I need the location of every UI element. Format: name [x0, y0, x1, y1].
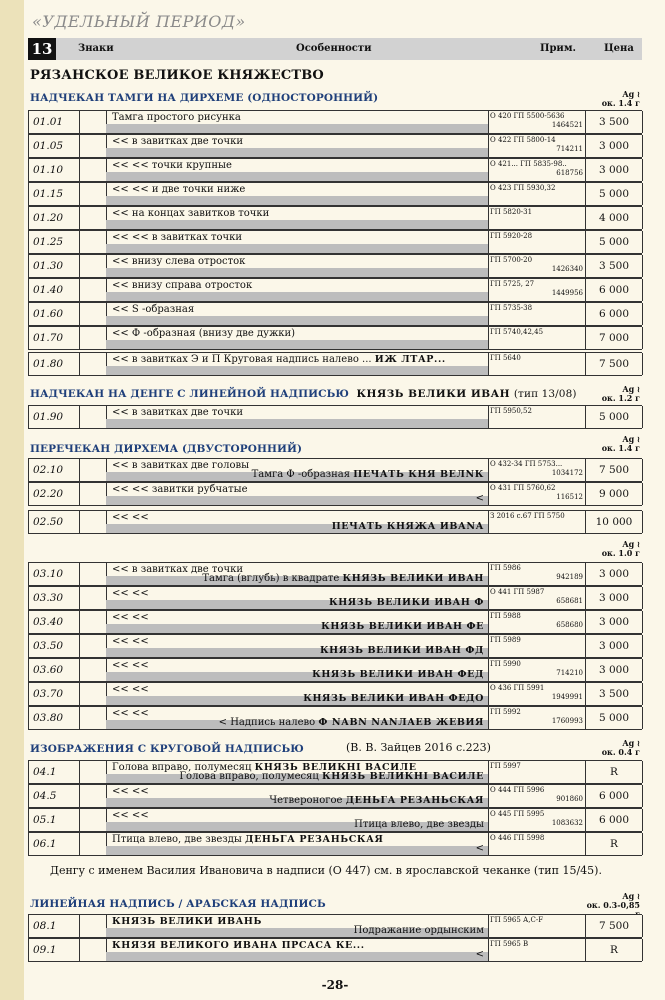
- table-row: [28, 682, 642, 706]
- coin-code: 01.05: [28, 135, 80, 157]
- price: 4 000: [586, 207, 643, 229]
- coin-code: 01.15: [28, 183, 80, 205]
- section-title: НАДЧЕКАН ТАМГИ НА ДИРХЕМЕ (ОДНОСТОРОННИЙ): [30, 92, 379, 104]
- coin-code: 04.1: [28, 761, 80, 783]
- coin-image-cell: [80, 111, 107, 133]
- catalog-reference: ГП 5990 714210: [488, 659, 586, 681]
- running-head: «УДЕЛЬНЫЙ ПЕРИОД»: [32, 12, 246, 31]
- price: R: [586, 761, 643, 783]
- price: 5 000: [586, 406, 643, 428]
- table-row: [28, 914, 642, 938]
- catalog-reference: О 421... ГП 5835-98.. 618756: [488, 159, 586, 181]
- table-row: [28, 158, 642, 182]
- coin-description: << << в завитках точки: [106, 231, 489, 253]
- coin-code: 01.40: [28, 279, 80, 301]
- coin-code: 03.80: [28, 707, 80, 729]
- table-row: [28, 302, 642, 326]
- catalog-reference: О 444 ГП 5996 901860: [488, 785, 586, 807]
- price: 7 000: [586, 327, 643, 349]
- catalog-reference: ГП 5820-31: [488, 207, 586, 229]
- catalog-reference: ГП 5965 А,С-F: [488, 915, 586, 937]
- coin-code: 01.60: [28, 303, 80, 325]
- coin-image-cell: [80, 563, 107, 585]
- price: 7 500: [586, 353, 643, 375]
- section-title: НАДЧЕКАН НА ДЕНГЕ С ЛИНЕЙНОЙ НАДПИСЬЮ КНЯЗЬ ВЕЛИКИ ИВАН (тип 13/08): [30, 388, 577, 400]
- price: 10 000: [586, 511, 643, 533]
- coin-description: << внизу справа отросток: [106, 279, 489, 301]
- table-row: [28, 134, 642, 158]
- silver-weight: Ag ≀ ок. 1.2 г: [601, 384, 640, 403]
- table-row: [28, 482, 642, 506]
- coin-description: << в завитках две точки: [106, 135, 489, 157]
- coin-description: Голова вправо, полумесяц КНЯЗЬ ВЕЛИКНІ ВАСИЛЕ Голова вправо, полумесяц КНЯЗЬ ВЕЛИКНІ ВАСИЛЕ: [106, 761, 489, 783]
- silver-weight: Ag ≀ ок. 1.0 г: [601, 539, 640, 558]
- price: 3 500: [586, 683, 643, 705]
- price: 3 000: [586, 563, 643, 585]
- coin-description: << в завитках две точки Тамга (вглубь) в квадрате КНЯЗЬ ВЕЛИКИ ИВАН: [106, 563, 489, 585]
- price: 3 500: [586, 111, 643, 133]
- catalog-reference: О 432-34 ГП 5753... 1034172: [488, 459, 586, 481]
- coin-image-cell: [80, 303, 107, 325]
- coin-code: 01.20: [28, 207, 80, 229]
- coin-description: << на концах завитков точки: [106, 207, 489, 229]
- coin-code: 03.30: [28, 587, 80, 609]
- catalog-reference: ГП 5740,42,45: [488, 327, 586, 349]
- price: 5 000: [586, 707, 643, 729]
- silver-weight: Ag ≀ ок. 1.4 г: [601, 434, 640, 453]
- price: 6 000: [586, 809, 643, 831]
- catalog-reference: ГП 5986 942189: [488, 563, 586, 585]
- table-row: [28, 182, 642, 206]
- catalog-reference: ГП 5992 1760993: [488, 707, 586, 729]
- coin-image-cell: [80, 785, 107, 807]
- catalog-reference: О 423 ГП 5930,32: [488, 183, 586, 205]
- catalog-reference: ГП 5950,52: [488, 406, 586, 428]
- table-row: [28, 206, 642, 230]
- coin-description: << << КНЯЗЬ ВЕЛИКИ ИВАН ФД: [106, 635, 489, 657]
- coin-code: 01.30: [28, 255, 80, 277]
- chapter-number: 13: [28, 38, 56, 60]
- coin-code: 03.70: [28, 683, 80, 705]
- section-title: ЛИНЕЙНАЯ НАДПИСЬ / АРАБСКАЯ НАДПИСЬ: [30, 898, 326, 910]
- coin-image-cell: [80, 255, 107, 277]
- coin-image-cell: [80, 833, 107, 855]
- coin-description: << внизу слева отросток: [106, 255, 489, 277]
- price: 3 000: [586, 135, 643, 157]
- coin-description: << << Четвероногое ДЕНЬГА РЕЗАНЬСКАЯ: [106, 785, 489, 807]
- table-row: [28, 230, 642, 254]
- table-row: [28, 634, 642, 658]
- col-signs: Знаки: [78, 43, 114, 54]
- catalog-reference: ГП 5725, 27 1449956: [488, 279, 586, 301]
- section-source-note: (В. В. Зайцев 2016 с.223): [346, 741, 491, 754]
- coin-code: 02.20: [28, 483, 80, 505]
- page-number: -28-: [321, 978, 349, 992]
- price: 6 000: [586, 279, 643, 301]
- coin-code: 01.25: [28, 231, 80, 253]
- coin-image-cell: [80, 635, 107, 657]
- coin-code: 01.80: [28, 353, 80, 375]
- coin-description: << << и две точки ниже: [106, 183, 489, 205]
- catalog-reference: О 422 ГП 5800-14 714211: [488, 135, 586, 157]
- price: R: [586, 833, 643, 855]
- coin-image-cell: [80, 231, 107, 253]
- coin-image-cell: [80, 459, 107, 481]
- coin-image-cell: [80, 611, 107, 633]
- table-row: [28, 254, 642, 278]
- coin-code: 03.10: [28, 563, 80, 585]
- table-row: [28, 278, 642, 302]
- table-row: [28, 784, 642, 808]
- catalog-reference: О 446 ГП 5998: [488, 833, 586, 855]
- coin-image-cell: [80, 511, 107, 533]
- coin-image-cell: [80, 915, 107, 937]
- col-price: Цена: [604, 43, 634, 54]
- coin-code: 09.1: [28, 939, 80, 961]
- price: 7 500: [586, 915, 643, 937]
- table-row: [28, 832, 642, 856]
- coin-description: << << ПЕЧАТЬ КНЯЖА ИВАNА: [106, 511, 489, 533]
- coin-description: << << КНЯЗЬ ВЕЛИКИ ИВАН Ф: [106, 587, 489, 609]
- coin-description: << << КНЯЗЬ ВЕЛИКИ ИВАН ФЕД: [106, 659, 489, 681]
- table-row: [28, 510, 642, 534]
- coin-image-cell: [80, 707, 107, 729]
- coin-image-cell: [80, 353, 107, 375]
- table-row: [28, 458, 642, 482]
- coin-code: 02.50: [28, 511, 80, 533]
- catalog-reference: ГП 5989: [488, 635, 586, 657]
- table-row: [28, 610, 642, 634]
- price: R: [586, 939, 643, 961]
- price: 3 000: [586, 587, 643, 609]
- coin-code: 01.01: [28, 111, 80, 133]
- price: 6 000: [586, 303, 643, 325]
- col-note: Прим.: [540, 43, 577, 54]
- catalog-reference: О 431 ГП 5760,62 116512: [488, 483, 586, 505]
- coin-code: 04.5: [28, 785, 80, 807]
- table-row: [28, 586, 642, 610]
- coin-image-cell: [80, 327, 107, 349]
- coin-code: 03.60: [28, 659, 80, 681]
- coin-image-cell: [80, 683, 107, 705]
- table-header-bar: [28, 38, 642, 60]
- silver-weight: Ag ≀ ок. 1.4 г: [601, 89, 640, 108]
- coin-description: КНЯЗЯ ВЕЛИКОГО ИВАНА ПРСАСА КЕ... <: [106, 939, 489, 961]
- catalog-reference: ГП 5997: [488, 761, 586, 783]
- catalog-reference: ГП 5640: [488, 353, 586, 375]
- section-title: ПЕРЕЧЕКАН ДИРХЕМА (ДВУСТОРОННИЙ): [30, 443, 303, 455]
- coin-code: 08.1: [28, 915, 80, 937]
- table-row: [28, 658, 642, 682]
- coin-code: 01.10: [28, 159, 80, 181]
- silver-weight: Ag ≀ ок. 0.3-0,85: [586, 891, 640, 910]
- coin-image-cell: [80, 159, 107, 181]
- coin-description: Птица влево, две звезды ДЕНЬГА РЕЗАНЬСКАЯ <: [106, 833, 489, 855]
- coin-description: << << завитки рубчатые <: [106, 483, 489, 505]
- coin-code: 01.70: [28, 327, 80, 349]
- coin-code: 02.10: [28, 459, 80, 481]
- col-features: Особенности: [296, 43, 372, 54]
- coin-image-cell: [80, 183, 107, 205]
- table-row: [28, 326, 642, 350]
- section-title: ИЗОБРАЖЕНИЯ С КРУГОВОЙ НАДПИСЬЮ: [30, 743, 304, 755]
- coin-image-cell: [80, 809, 107, 831]
- page-margin-strip: [0, 0, 24, 1000]
- catalog-reference: ГП 5920-28: [488, 231, 586, 253]
- coin-code: 01.90: [28, 406, 80, 428]
- catalog-reference: ГП 5988 658680: [488, 611, 586, 633]
- price: 3 500: [586, 255, 643, 277]
- coin-image-cell: [80, 406, 107, 428]
- coin-image-cell: [80, 279, 107, 301]
- coin-description: << << точки крупные: [106, 159, 489, 181]
- price: 7 500: [586, 459, 643, 481]
- silver-weight: Ag ≀ ок. 0.4 г: [601, 738, 640, 757]
- coin-description: << << < Надпись налево Ф NАВN NАNЛАЕВ ЖЕВИЯ: [106, 707, 489, 729]
- table-row: [28, 808, 642, 832]
- table-row: [28, 562, 642, 586]
- price: 6 000: [586, 785, 643, 807]
- coin-image-cell: [80, 135, 107, 157]
- footnote-paragraph: Денгу с именем Василия Ивановича в надписи (О 447) см. в ярославской чеканке (тип 15/45).: [50, 864, 602, 877]
- price: 5 000: [586, 183, 643, 205]
- price: 3 000: [586, 611, 643, 633]
- coin-code: 06.1: [28, 833, 80, 855]
- coin-image-cell: [80, 483, 107, 505]
- coin-code: 03.40: [28, 611, 80, 633]
- price: 9 000: [586, 483, 643, 505]
- coin-description: << в завитках две головы Тамга Ф -образная ПЕЧАТЬ КНЯ ВЕЛNК: [106, 459, 489, 481]
- price: 3 000: [586, 159, 643, 181]
- price: 3 000: [586, 659, 643, 681]
- coin-image-cell: [80, 659, 107, 681]
- catalog-reference: ГП 5965 В: [488, 939, 586, 961]
- coin-description: Тамга простого рисунка: [106, 111, 489, 133]
- coin-description: << << КНЯЗЬ ВЕЛИКИ ИВАН ФЕ: [106, 611, 489, 633]
- coin-code: 05.1: [28, 809, 80, 831]
- coin-description: КНЯЗЬ ВЕЛИКИ ИВАНЬ Подражание ордынским: [106, 915, 489, 937]
- principality-title: РЯЗАНСКОЕ ВЕЛИКОЕ КНЯЖЕСТВО: [30, 68, 324, 83]
- coin-description: << в завитках две точки: [106, 406, 489, 428]
- catalog-reference: О 436 ГП 5991 1949991: [488, 683, 586, 705]
- price: 3 000: [586, 635, 643, 657]
- table-row: [28, 760, 642, 784]
- catalog-reference: О 445 ГП 5995 1083632: [488, 809, 586, 831]
- table-row: [28, 938, 642, 962]
- coin-code: 03.50: [28, 635, 80, 657]
- catalog-reference: ГП 5735-38: [488, 303, 586, 325]
- table-row: [28, 110, 642, 134]
- coin-description: << S -образная: [106, 303, 489, 325]
- coin-description: << << КНЯЗЬ ВЕЛИКИ ИВАН ФЕДО: [106, 683, 489, 705]
- catalog-reference: ГП 5700-20 1426340: [488, 255, 586, 277]
- table-row: [28, 405, 642, 429]
- catalog-reference: О 420 ГП 5500-5636 1464521: [488, 111, 586, 133]
- coin-image-cell: [80, 207, 107, 229]
- coin-description: << << Птица влево, две звезды: [106, 809, 489, 831]
- coin-image-cell: [80, 587, 107, 609]
- coin-image-cell: [80, 761, 107, 783]
- catalog-reference: З 2016 с.67 ГП 5750: [488, 511, 586, 533]
- coin-description: << Ф -образная (внизу две дужки): [106, 327, 489, 349]
- coin-image-cell: [80, 939, 107, 961]
- coin-description: << в завитках Э и П Круговая надпись налево ... ИЖ ЛТАР...: [106, 353, 489, 375]
- table-row: [28, 706, 642, 730]
- price: 5 000: [586, 231, 643, 253]
- table-row: [28, 352, 642, 376]
- catalog-reference: О 441 ГП 5987 658681: [488, 587, 586, 609]
